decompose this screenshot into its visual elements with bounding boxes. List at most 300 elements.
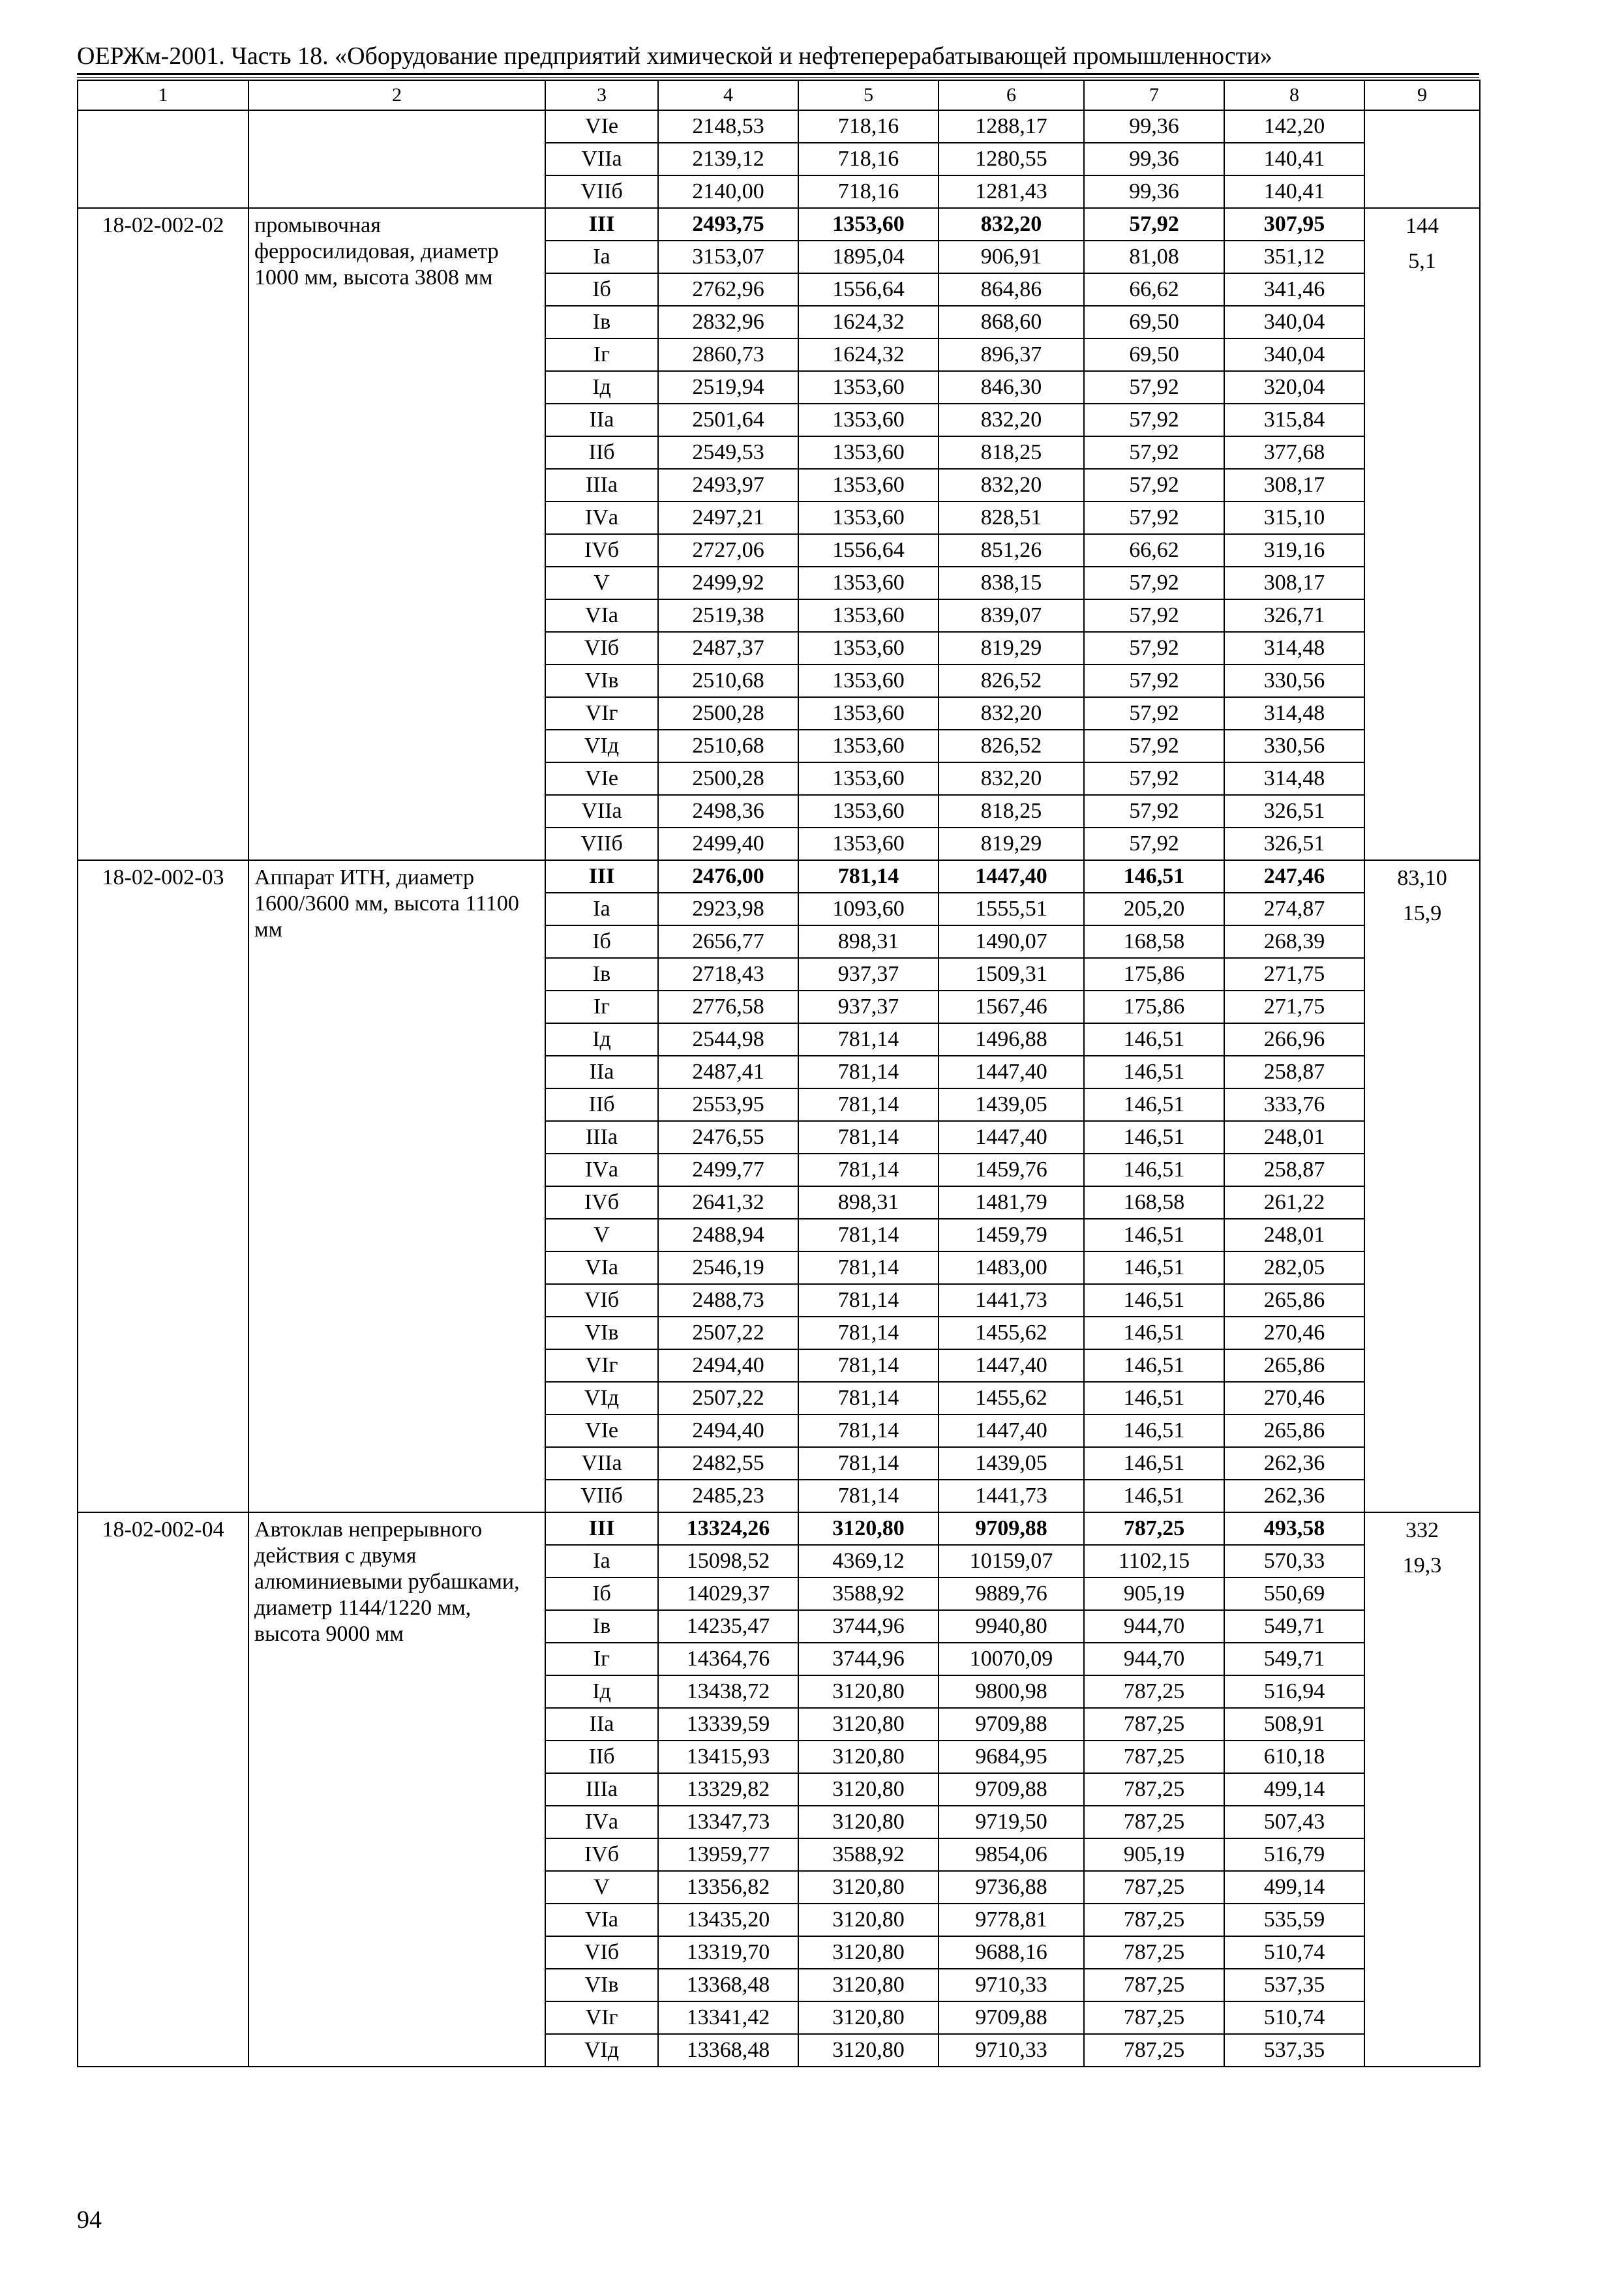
value-cell: 1353,60 [798,469,939,501]
region-cell: Iг [545,991,658,1023]
value-cell: 271,75 [1224,991,1364,1023]
value-cell: 146,51 [1084,1480,1224,1512]
value-cell: 3120,80 [798,1675,939,1708]
value-cell: 9710,33 [939,1969,1084,2001]
value-cell: 146,51 [1084,1349,1224,1382]
value-cell: 2510,68 [658,730,798,762]
value-cell: 781,14 [798,860,939,893]
region-cell: VIг [545,2001,658,2034]
value-cell: 1353,60 [798,371,939,404]
value-cell: 1481,79 [939,1186,1084,1219]
region-cell: Iг [545,1643,658,1675]
value-cell: 351,12 [1224,241,1364,273]
value-cell: 2507,22 [658,1317,798,1349]
value-cell: 271,75 [1224,958,1364,991]
value-cell: 258,87 [1224,1056,1364,1088]
region-cell: VIд [545,1382,658,1414]
value-cell: 308,17 [1224,567,1364,599]
value-cell: 146,51 [1084,1219,1224,1251]
price-table [77,80,1481,2067]
value-cell: 57,92 [1084,599,1224,632]
value-cell: 2832,96 [658,306,798,338]
region-cell: IVб [545,534,658,567]
value-cell: 15098,52 [658,1545,798,1578]
value-cell: 146,51 [1084,860,1224,893]
region-cell: VIа [545,599,658,632]
value-cell: 1624,32 [798,306,939,338]
value-cell: 2549,53 [658,436,798,469]
value-cell: 168,58 [1084,1186,1224,1219]
region-cell: Iв [545,1610,658,1643]
value-cell: 57,92 [1084,632,1224,665]
value-cell: 846,30 [939,371,1084,404]
value-cell: 2499,92 [658,567,798,599]
value-cell: 262,36 [1224,1480,1364,1512]
value-cell: 826,52 [939,730,1084,762]
value-cell: 3120,80 [798,2034,939,2067]
region-cell: IIIа [545,1773,658,1806]
value-cell: 1102,15 [1084,1545,1224,1578]
value-cell: 1093,60 [798,893,939,925]
region-cell: Iб [545,925,658,958]
value-cell: 265,86 [1224,1414,1364,1447]
table-row [78,110,1480,143]
value-cell: 326,51 [1224,828,1364,860]
region-cell: VIв [545,1969,658,2001]
value-cell: 1353,60 [798,501,939,534]
value-cell: 610,18 [1224,1741,1364,1773]
value-cell: 516,94 [1224,1675,1364,1708]
region-cell: VIд [545,2034,658,2067]
region-cell: IVа [545,501,658,534]
region-cell: IIа [545,1056,658,1088]
region-cell: VIIб [545,175,658,208]
value-cell: 265,86 [1224,1284,1364,1317]
region-cell: Iа [545,893,658,925]
value-cell: 146,51 [1084,1447,1224,1480]
header-rule-thin [77,77,1479,78]
value-cell: 535,59 [1224,1904,1364,1936]
value-cell: 146,51 [1084,1088,1224,1121]
region-cell: Iд [545,1023,658,1056]
value-cell: 57,92 [1084,501,1224,534]
value-cell: 549,71 [1224,1610,1364,1643]
value-cell: 57,92 [1084,795,1224,828]
value-cell: 146,51 [1084,1251,1224,1284]
value-cell: 550,69 [1224,1578,1364,1610]
value-cell: 146,51 [1084,1154,1224,1186]
value-cell: 3153,07 [658,241,798,273]
value-cell: 4369,12 [798,1545,939,1578]
value-cell: 270,46 [1224,1317,1364,1349]
value-cell: 140,41 [1224,143,1364,175]
value-cell: 818,25 [939,795,1084,828]
region-cell: IIб [545,1088,658,1121]
value-cell: 1556,64 [798,534,939,567]
value-cell: 13329,82 [658,1773,798,1806]
value-cell: 3120,80 [798,1806,939,1838]
value-cell: 2487,37 [658,632,798,665]
value-cell: 13339,59 [658,1708,798,1741]
value-cell: 1353,60 [798,632,939,665]
value-cell: 1441,73 [939,1284,1084,1317]
value-cell: 168,58 [1084,925,1224,958]
value-cell: 2776,58 [658,991,798,1023]
region-cell: VIIб [545,1480,658,1512]
value-cell: 781,14 [798,1251,939,1284]
region-cell: VIв [545,1317,658,1349]
value-cell: 9684,95 [939,1741,1084,1773]
region-cell: V [545,567,658,599]
value-cell: 57,92 [1084,730,1224,762]
value-cell: 146,51 [1084,1414,1224,1447]
value-cell: 2519,94 [658,371,798,404]
item-code [78,110,248,208]
value-cell: 851,26 [939,534,1084,567]
value-cell: 13368,48 [658,2034,798,2067]
value-cell: 832,20 [939,404,1084,436]
value-cell: 146,51 [1084,1317,1224,1349]
value-cell: 14029,37 [658,1578,798,1610]
value-cell: 781,14 [798,1349,939,1382]
value-cell: 99,36 [1084,175,1224,208]
value-cell: 537,35 [1224,2034,1364,2067]
item-description: промывочная ферросилидовая, диаметр 1000 мм, высота 3808 мм [248,208,545,860]
value-cell: 832,20 [939,469,1084,501]
value-cell: 1353,60 [798,567,939,599]
value-cell: 787,25 [1084,1773,1224,1806]
value-cell: 314,48 [1224,697,1364,730]
value-cell: 140,41 [1224,175,1364,208]
value-cell: 1353,60 [798,762,939,795]
value-cell: 499,14 [1224,1871,1364,1904]
value-cell: 3588,92 [798,1578,939,1610]
column-number: 1 [78,80,248,110]
value-cell: 1353,60 [798,404,939,436]
value-cell: 69,50 [1084,306,1224,338]
value-cell: 146,51 [1084,1121,1224,1154]
value-cell: 1353,60 [798,665,939,697]
value-cell: 1490,07 [939,925,1084,958]
region-cell: V [545,1871,658,1904]
value-cell: 1455,62 [939,1317,1084,1349]
value-cell: 341,46 [1224,273,1364,306]
labor-rate-value: 83,10 [1397,866,1447,890]
item-code: 18-02-002-03 [78,860,248,1512]
value-cell: 175,86 [1084,958,1224,991]
value-cell: 205,20 [1084,893,1224,925]
value-cell: 13347,73 [658,1806,798,1838]
value-cell: 1567,46 [939,991,1084,1023]
value-cell: 944,70 [1084,1610,1224,1643]
value-cell: 146,51 [1084,1284,1224,1317]
value-cell: 3120,80 [798,1512,939,1545]
value-cell: 340,04 [1224,338,1364,371]
value-cell: 832,20 [939,762,1084,795]
value-cell: 57,92 [1084,469,1224,501]
page-number: 94 [77,2206,102,2234]
region-cell: IIа [545,1708,658,1741]
value-cell: 333,76 [1224,1088,1364,1121]
region-cell: VIд [545,730,658,762]
value-cell: 718,16 [798,143,939,175]
value-cell: 69,50 [1084,338,1224,371]
value-cell: 864,86 [939,273,1084,306]
value-cell: 2485,23 [658,1480,798,1512]
value-cell: 326,51 [1224,795,1364,828]
value-cell: 781,14 [798,1219,939,1251]
value-cell: 905,19 [1084,1838,1224,1871]
value-cell: 2500,28 [658,762,798,795]
value-cell: 330,56 [1224,730,1364,762]
value-cell: 549,71 [1224,1643,1364,1675]
value-cell: 2498,36 [658,795,798,828]
value-cell: 2139,12 [658,143,798,175]
value-cell: 57,92 [1084,762,1224,795]
value-cell: 516,79 [1224,1838,1364,1871]
value-cell: 377,68 [1224,436,1364,469]
column-number: 7 [1084,80,1224,110]
value-cell: 57,92 [1084,665,1224,697]
column-number: 5 [798,80,939,110]
region-cell: VIг [545,697,658,730]
value-cell: 838,15 [939,567,1084,599]
value-cell: 1353,60 [798,599,939,632]
value-cell: 57,92 [1084,208,1224,241]
value-cell: 258,87 [1224,1154,1364,1186]
value-cell: 2507,22 [658,1382,798,1414]
value-cell: 13356,82 [658,1871,798,1904]
value-cell: 2860,73 [658,338,798,371]
value-cell: 2641,32 [658,1186,798,1219]
region-cell: Iв [545,306,658,338]
value-cell: 2482,55 [658,1447,798,1480]
value-cell: 13341,42 [658,2001,798,2034]
value-cell: 146,51 [1084,1382,1224,1414]
region-cell: V [545,1219,658,1251]
value-cell: 2727,06 [658,534,798,567]
region-cell: Iг [545,338,658,371]
value-cell: 1496,88 [939,1023,1084,1056]
value-cell: 13324,26 [658,1512,798,1545]
value-cell: 57,92 [1084,371,1224,404]
region-cell: IVа [545,1154,658,1186]
value-cell: 787,25 [1084,1708,1224,1741]
region-cell: VIб [545,1936,658,1969]
value-cell: 1624,32 [798,338,939,371]
region-cell: VIе [545,1414,658,1447]
value-cell: 787,25 [1084,1806,1224,1838]
value-cell: 499,14 [1224,1773,1364,1806]
value-cell: 1353,60 [798,828,939,860]
value-cell: 2148,53 [658,110,798,143]
labor-rate [1364,1512,1480,2067]
value-cell: 274,87 [1224,893,1364,925]
value-cell: 510,74 [1224,1936,1364,1969]
value-cell: 9709,88 [939,1708,1084,1741]
value-cell: 1353,60 [798,436,939,469]
value-cell: 9800,98 [939,1675,1084,1708]
value-cell: 1441,73 [939,1480,1084,1512]
value-cell: 781,14 [798,1056,939,1088]
value-cell: 868,60 [939,306,1084,338]
value-cell: 2510,68 [658,665,798,697]
value-cell: 3120,80 [798,1741,939,1773]
region-cell: Iб [545,273,658,306]
value-cell: 1353,60 [798,697,939,730]
value-cell: 818,25 [939,436,1084,469]
column-number: 8 [1224,80,1364,110]
value-cell: 282,05 [1224,1251,1364,1284]
value-cell: 508,91 [1224,1708,1364,1741]
value-cell: 1447,40 [939,1349,1084,1382]
value-cell: 307,95 [1224,208,1364,241]
value-cell: 3744,96 [798,1610,939,1643]
value-cell: 781,14 [798,1088,939,1121]
value-cell: 937,37 [798,958,939,991]
region-cell: Iд [545,1675,658,1708]
value-cell: 781,14 [798,1414,939,1447]
value-cell: 832,20 [939,697,1084,730]
column-number-row [78,80,1480,110]
column-number: 4 [658,80,798,110]
labor-rate-value: 19,3 [1402,1553,1442,1578]
value-cell: 308,17 [1224,469,1364,501]
value-cell: 839,07 [939,599,1084,632]
value-cell: 9710,33 [939,2034,1084,2067]
value-cell: 1447,40 [939,1056,1084,1088]
region-cell: Iб [545,1578,658,1610]
region-cell: IIб [545,1741,658,1773]
value-cell: 781,14 [798,1447,939,1480]
value-cell: 66,62 [1084,534,1224,567]
value-cell: 781,14 [798,1382,939,1414]
value-cell: 248,01 [1224,1121,1364,1154]
region-cell: III [545,208,658,241]
region-cell: III [545,1512,658,1545]
column-number: 3 [545,80,658,110]
value-cell: 9709,88 [939,1773,1084,1806]
value-cell: 2546,19 [658,1251,798,1284]
region-cell: VIб [545,632,658,665]
value-cell: 262,36 [1224,1447,1364,1480]
value-cell: 314,48 [1224,632,1364,665]
value-cell: 1353,60 [798,730,939,762]
value-cell: 537,35 [1224,1969,1364,2001]
value-cell: 1555,51 [939,893,1084,925]
value-cell: 832,20 [939,208,1084,241]
value-cell: 9719,50 [939,1806,1084,1838]
value-cell: 3120,80 [798,1936,939,1969]
value-cell: 330,56 [1224,665,1364,697]
region-cell: IIа [545,404,658,436]
value-cell: 146,51 [1084,1056,1224,1088]
value-cell: 1483,00 [939,1251,1084,1284]
value-cell: 2718,43 [658,958,798,991]
labor-rate-value: 15,9 [1402,901,1442,925]
value-cell: 10070,09 [939,1643,1084,1675]
table-row [78,208,1480,241]
value-cell: 66,62 [1084,273,1224,306]
value-cell: 787,25 [1084,1904,1224,1936]
value-cell: 1288,17 [939,110,1084,143]
value-cell: 2487,41 [658,1056,798,1088]
value-cell: 3120,80 [798,1773,939,1806]
value-cell: 1439,05 [939,1447,1084,1480]
value-cell: 781,14 [798,1121,939,1154]
value-cell: 1509,31 [939,958,1084,991]
value-cell: 2499,40 [658,828,798,860]
labor-rate-value: 5,1 [1408,249,1436,273]
labor-rate-value: 144 [1406,214,1439,238]
value-cell: 787,25 [1084,1871,1224,1904]
region-cell: Iа [545,241,658,273]
region-cell: IIIа [545,469,658,501]
value-cell: 81,08 [1084,241,1224,273]
value-cell: 787,25 [1084,1512,1224,1545]
value-cell: 13319,70 [658,1936,798,1969]
value-cell: 57,92 [1084,404,1224,436]
region-cell: VIIа [545,1447,658,1480]
value-cell: 13435,20 [658,1904,798,1936]
value-cell: 1459,79 [939,1219,1084,1251]
value-cell: 9688,16 [939,1936,1084,1969]
value-cell: 270,46 [1224,1382,1364,1414]
value-cell: 2501,64 [658,404,798,436]
region-cell: VIIа [545,143,658,175]
value-cell: 13959,77 [658,1838,798,1871]
region-cell: VIв [545,665,658,697]
value-cell: 2544,98 [658,1023,798,1056]
value-cell: 3120,80 [798,1871,939,1904]
value-cell: 3120,80 [798,1904,939,1936]
value-cell: 2923,98 [658,893,798,925]
value-cell: 937,37 [798,991,939,1023]
region-cell: Iа [545,1545,658,1578]
table-row [78,860,1480,893]
value-cell: 2519,38 [658,599,798,632]
value-cell: 3120,80 [798,1969,939,2001]
value-cell: 266,96 [1224,1023,1364,1056]
value-cell: 2493,75 [658,208,798,241]
value-cell: 2500,28 [658,697,798,730]
value-cell: 320,04 [1224,371,1364,404]
value-cell: 493,58 [1224,1512,1364,1545]
value-cell: 2762,96 [658,273,798,306]
value-cell: 787,25 [1084,1675,1224,1708]
region-cell: VIа [545,1251,658,1284]
region-cell: IVб [545,1186,658,1219]
value-cell: 9940,80 [939,1610,1084,1643]
value-cell: 247,46 [1224,860,1364,893]
value-cell: 507,43 [1224,1806,1364,1838]
region-cell: VIг [545,1349,658,1382]
region-cell: III [545,860,658,893]
value-cell: 1353,60 [798,795,939,828]
value-cell: 57,92 [1084,697,1224,730]
value-cell: 905,19 [1084,1578,1224,1610]
page-header: ОЕРЖм-2001. Часть 18. «Оборудование предприятий химической и нефтеперерабатывающей промышленности» [77,42,1272,70]
item-code: 18-02-002-04 [78,1512,248,2067]
value-cell: 787,25 [1084,1969,1224,2001]
value-cell: 718,16 [798,175,939,208]
region-cell: VIе [545,762,658,795]
value-cell: 340,04 [1224,306,1364,338]
value-cell: 781,14 [798,1023,939,1056]
value-cell: 326,71 [1224,599,1364,632]
value-cell: 1280,55 [939,143,1084,175]
value-cell: 9709,88 [939,2001,1084,2034]
